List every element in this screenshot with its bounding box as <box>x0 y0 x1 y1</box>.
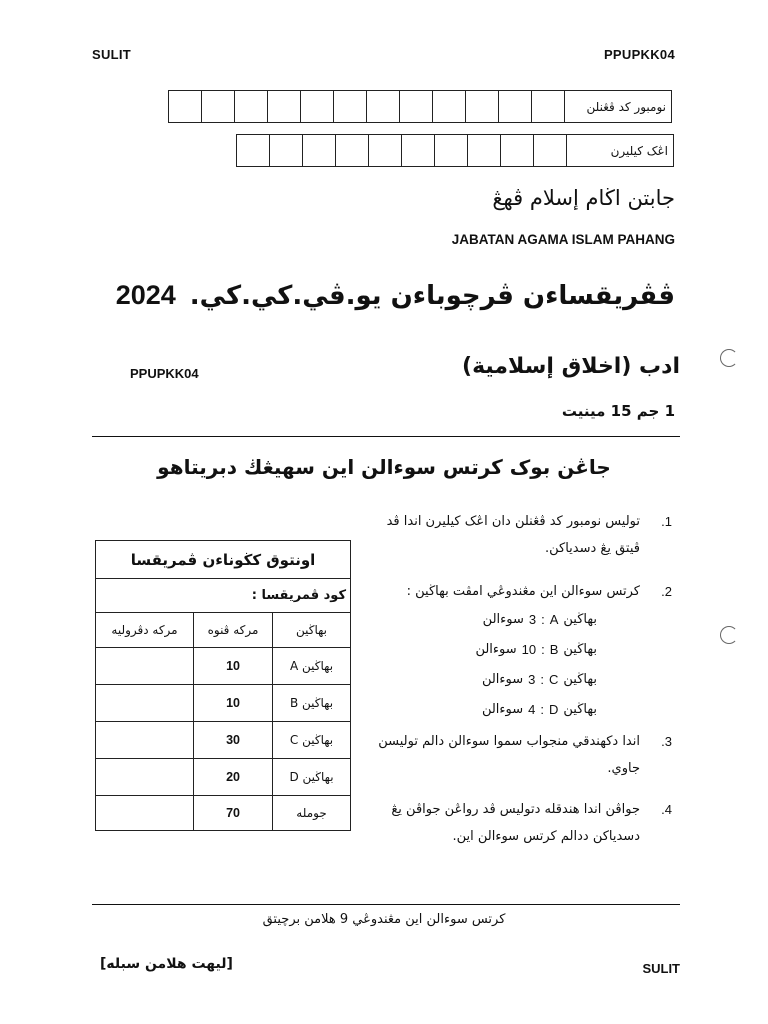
instruction-body <box>340 508 640 562</box>
exam-title <box>116 280 675 311</box>
candidate-code-cell <box>433 91 466 123</box>
candidate-code-cell <box>532 91 565 123</box>
exam-year: 2024 <box>115 280 176 310</box>
instruction-body <box>340 578 640 725</box>
candidate-code-cell <box>334 91 367 123</box>
question-count: 4 <box>528 702 536 717</box>
turn-over-note: [ليهت هلامن سبله] <box>100 956 233 972</box>
department-name-jawi: جابتن اڬام إسلام ڤهڠ <box>492 186 675 210</box>
section-cell: بهاڬين A <box>273 648 351 685</box>
paper-code-top: PPUPKK04 <box>603 47 675 62</box>
total-label-cell: جومله <box>273 796 351 831</box>
table-row <box>96 722 351 759</box>
marks-obtained-cell <box>96 648 194 685</box>
page-count-note: کرتس سوءالن اين مڠندوڠي 9 هلامن برچيتق <box>262 912 506 927</box>
id-number-label: اڠک کيليرن <box>567 135 674 167</box>
instruction-item <box>340 578 672 725</box>
id-number-cell <box>435 135 468 167</box>
instruction-text: ڤيتق يڠ دسدياکن. <box>544 541 640 556</box>
candidate-code-cell <box>235 91 268 123</box>
full-marks-cell: 10 <box>194 685 273 722</box>
id-number-cell <box>468 135 501 167</box>
separator: : <box>540 672 545 687</box>
question-unit: سوءالن <box>481 672 524 687</box>
instruction-number: 2. <box>661 584 672 599</box>
column-header-marks-obtained: مرکه دڤروليه <box>96 613 194 648</box>
section-breakdown-item <box>340 605 597 635</box>
id-number-cell <box>336 135 369 167</box>
question-unit: سوءالن <box>481 702 524 717</box>
candidate-code-cell <box>301 91 334 123</box>
section-breakdown-item <box>340 635 597 665</box>
instruction-item <box>340 508 672 562</box>
punch-hole-mark <box>720 349 738 367</box>
section-cell: بهاڬين C <box>273 722 351 759</box>
instruction-number: 4. <box>661 802 672 817</box>
section-breakdown-item <box>340 695 597 725</box>
section-breakdown-list <box>340 605 597 725</box>
separator: : <box>541 612 545 627</box>
table-row-total <box>96 796 351 831</box>
separator: : <box>541 642 545 657</box>
id-number-cell <box>402 135 435 167</box>
section-cell: بهاڬين B <box>273 685 351 722</box>
instruction-item <box>340 728 672 782</box>
instruction-number: 3. <box>661 734 672 749</box>
subject-title: ادب (اخلاق إسلامية) <box>462 354 680 379</box>
question-count: 10 <box>521 642 537 657</box>
instruction-text: دسدياکن ددالم کرتس سوءالن اين. <box>452 829 640 844</box>
section-letter: C <box>549 672 559 687</box>
candidate-code-label: نومبور کد ڤڠنلن <box>565 91 672 123</box>
section-label: بهاڬين <box>563 612 597 627</box>
marks-obtained-cell <box>96 685 194 722</box>
id-number-cell <box>534 135 567 167</box>
candidate-code-cell <box>202 91 235 123</box>
table-row <box>96 759 351 796</box>
candidate-code-cell <box>367 91 400 123</box>
candidate-code-cell <box>268 91 301 123</box>
instruction-text: کرتس سوءالن اين مڠندوڠي امڤت بهاڬين : <box>406 584 640 599</box>
instruction-text: توليس نومبور کد ڤڠنلن دان اڠک کيليرن اندا ڤد <box>386 514 640 529</box>
examiner-marks-table <box>95 540 351 831</box>
department-name-latin: JABATAN AGAMA ISLAM PAHANG <box>451 232 675 247</box>
exam-duration: 1 جم 15 مينيت <box>561 402 675 420</box>
full-marks-cell: 20 <box>194 759 273 796</box>
instruction-text: جاوي. <box>607 761 640 776</box>
instruction-text: جواڤن اندا هندقله دتوليس ڤد رواڠن جواڤن يڠ <box>391 802 640 817</box>
total-marks-obtained-cell <box>96 796 194 831</box>
id-number-cell <box>237 135 270 167</box>
examiner-code-label: کود ڤمريقسا : <box>96 579 351 613</box>
section-label: بهاڬين <box>563 672 597 687</box>
section-letter: B <box>549 642 559 657</box>
section-letter: D <box>549 702 559 717</box>
column-header-section: بهاڬين <box>273 613 351 648</box>
marks-obtained-cell <box>96 722 194 759</box>
question-unit: سوءالن <box>475 642 517 657</box>
instruction-body <box>340 796 640 850</box>
table-row <box>96 648 351 685</box>
classification-bottom: SULIT <box>642 961 680 976</box>
candidate-code-box <box>168 90 672 123</box>
id-number-cell <box>270 135 303 167</box>
section-label: بهاڬين <box>563 642 597 657</box>
id-number-cell <box>501 135 534 167</box>
candidate-code-cell <box>499 91 532 123</box>
full-marks-cell: 30 <box>194 722 273 759</box>
instruction-body <box>340 728 640 782</box>
instruction-text: اندا دکهندقي منجواب سموا سوءالن دالم توليسن <box>378 734 640 749</box>
candidate-code-cell <box>466 91 499 123</box>
punch-hole-mark <box>720 626 738 644</box>
table-row <box>96 685 351 722</box>
do-not-open-warning: جاڠن بوک کرتس سوءالن اين سهيڠڬ دبريتاهو <box>157 455 611 479</box>
question-unit: سوءالن <box>482 612 524 627</box>
section-letter: A <box>549 612 559 627</box>
total-full-marks-cell: 70 <box>194 796 273 831</box>
instruction-number: 1. <box>661 514 672 529</box>
question-count: 3 <box>528 612 537 627</box>
full-marks-cell: 10 <box>194 648 273 685</box>
paper-code: PPUPKK04 <box>130 366 199 381</box>
id-number-cell <box>303 135 336 167</box>
table-title: اونتوق کڬوناءن ڤمريقسا <box>96 541 351 579</box>
id-number-cell <box>369 135 402 167</box>
divider-top <box>92 436 680 437</box>
question-count: 3 <box>528 672 536 687</box>
marks-obtained-cell <box>96 759 194 796</box>
section-cell: بهاڬين D <box>273 759 351 796</box>
id-number-box <box>236 134 674 167</box>
divider-bottom <box>92 904 680 905</box>
separator: : <box>540 702 545 717</box>
exam-title-text: ڤڤريقساءن ڤرچوباءن يو.ڤي.کي.کي. <box>189 281 675 311</box>
section-label: بهاڬين <box>563 702 597 717</box>
instruction-item <box>340 796 672 850</box>
section-breakdown-item <box>340 665 597 695</box>
candidate-code-cell <box>169 91 202 123</box>
classification-top: SULIT <box>92 47 132 62</box>
candidate-code-cell <box>400 91 433 123</box>
column-header-full-marks: مرکه ڤنوه <box>194 613 273 648</box>
